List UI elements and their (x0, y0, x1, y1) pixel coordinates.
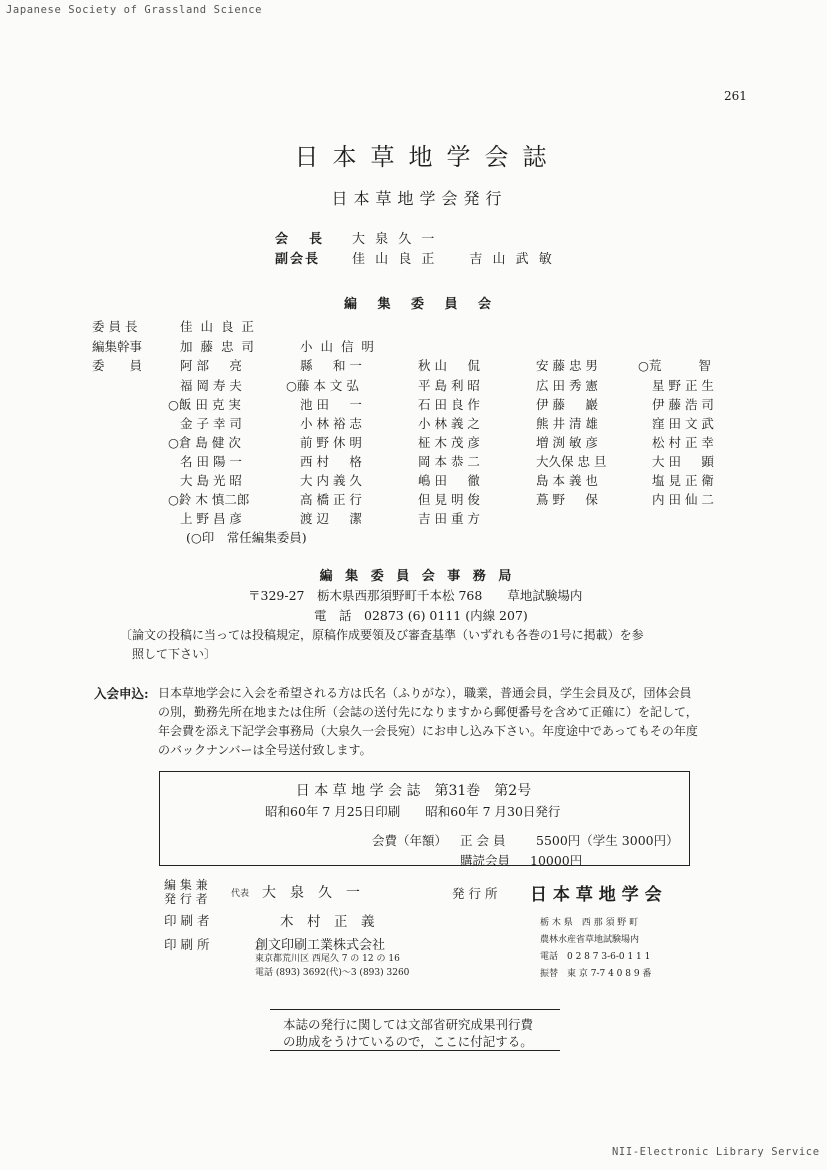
publisher-address: 栃 木 県 西 那 須 野 町 (540, 918, 639, 928)
fee-label: 会費（年額） (372, 833, 448, 848)
committee-heading: 編 集 委 員 会 (343, 297, 500, 312)
ack-rule-top (270, 1009, 560, 1010)
member-name: 窪 田 文 武 (652, 416, 714, 431)
member-name: 熊 井 清 雄 (536, 416, 598, 431)
member-name: 内 田 仙 二 (652, 492, 714, 507)
member-name: 高 橋 正 行 (300, 492, 362, 507)
press-phone: 電話 (893) 3692(代)～3 (893) 3260 (255, 968, 410, 978)
fee-type: 正 会 員 (460, 833, 506, 848)
member-name: 石 田 良 作 (418, 397, 480, 412)
printer-name: 木 村 正 義 (280, 914, 375, 930)
acknowledgement-line: の助成をうけているので，ここに付記する。 (283, 1034, 533, 1049)
box-border-bottom (159, 865, 690, 866)
officer-role-vice: 副会長 (275, 252, 321, 267)
member-name: 伊 藤 浩 司 (652, 397, 714, 412)
chair-role: 委 員 長 (92, 319, 138, 334)
secretary-name: 小 山 信 明 (300, 339, 376, 354)
page-number: 261 (724, 89, 747, 103)
member-name: ○藤 本 文 弘 (286, 378, 359, 393)
editor-name: 大 泉 久 一 (262, 885, 360, 901)
printer-label: 印 刷 者 (164, 913, 210, 928)
membership-text: 日本草地学会に入会を希望される方は氏名（ふりがな），職業，普通会員，学生会員及び，団体会員 (158, 686, 692, 700)
member-name: 縣 和 一 (300, 358, 362, 373)
press-name: 創文印刷工業株式会社 (255, 938, 386, 953)
fee-type: 購読会員 (460, 853, 511, 868)
source-watermark: Japanese Society of Grassland Science (6, 4, 263, 16)
member-name: 広 田 秀 憲 (536, 378, 598, 393)
committee-note: (○印 常任編集委員) (186, 530, 307, 545)
chair-name: 佳 山 良 正 (180, 319, 256, 334)
editor-rep: 代表 (231, 889, 250, 899)
members-role: 委 員 (92, 358, 143, 373)
member-name: 平 島 利 昭 (418, 378, 480, 393)
member-name: ○飯 田 克 実 (168, 397, 241, 412)
member-name: 西 村 格 (300, 454, 362, 469)
officer-name-vice: 佳 山 良 正 吉 山 武 敏 (352, 252, 555, 267)
officer-name-president: 大 泉 久 一 (352, 232, 438, 247)
publisher-name: 日 本 草 地 学 会 (530, 885, 662, 905)
member-name: 池 田 一 (300, 397, 362, 412)
colophon-title: 日 本 草 地 学 会 誌 第31巻 第2号 (295, 783, 532, 799)
membership-label: 入会申込: (94, 686, 149, 701)
member-name: 蔦 野 保 (536, 492, 598, 507)
member-name: 上 野 昌 彦 (180, 511, 242, 526)
member-name: ○倉 島 健 次 (168, 435, 241, 450)
member-name: 前 野 休 明 (300, 435, 362, 450)
member-name: 嶋 田 徹 (418, 473, 480, 488)
member-name: ○荒 智 (638, 358, 711, 373)
box-border-top (159, 771, 690, 772)
member-name: 大 田 顕 (652, 454, 714, 469)
submission-note: 〔論文の投稿に当っては投稿規定，原稿作成要領及び審査基準（いずれも各巻の1号に掲載）を参 (120, 628, 644, 642)
press-address: 東京都荒川区 西尾久 7 の 12 の 16 (255, 954, 400, 964)
member-name: 島 本 義 也 (536, 473, 598, 488)
member-name: ○鈴 木 慎二郎 (168, 492, 250, 507)
member-name: 大 島 光 昭 (180, 473, 242, 488)
secretary-role: 編集幹事 (92, 339, 143, 354)
member-name: 阿 部 亮 (180, 358, 242, 373)
member-name: 福 岡 寿 夫 (180, 378, 242, 393)
member-name: 柾 木 茂 彦 (418, 435, 480, 450)
member-name: 小 林 義 之 (418, 416, 480, 431)
acknowledgement-line: 本誌の発行に関しては文部省研究成果刊行費 (283, 1017, 534, 1032)
member-name: 金 子 幸 司 (180, 416, 242, 431)
footer-service: NII-Electronic Library Service (612, 1146, 820, 1158)
member-name: 星 野 正 生 (652, 378, 714, 393)
office-phone: 電 話 02873 (6) 0111 (内線 207) (314, 608, 528, 623)
committee-table (0, 0, 827, 560)
membership-text: のバックナンバーは全号送付致します。 (158, 743, 372, 757)
member-name: 増 渕 敏 彦 (536, 435, 598, 450)
member-name: 渡 辺 潔 (300, 511, 362, 526)
officer-role-president: 会 長 (275, 232, 327, 247)
fee-amount: 5500円（学生 3000円） (536, 833, 679, 848)
office-address: 〒329-27 栃木県西那須野町千本松 768 草地試験場内 (248, 588, 583, 603)
publisher-phone: 電話 0 2 8 7 3-6-0 1 1 1 (540, 952, 651, 962)
journal-title: 日本草地学会誌 (294, 143, 561, 171)
colophon-dates: 昭和60年 7 月25日印刷 昭和60年 7 月30日発行 (265, 804, 561, 819)
member-name: 塩 見 正 衛 (652, 473, 714, 488)
secretary-name: 加 藤 忠 司 (180, 339, 256, 354)
publisher-line: 日本草地学会発行 (331, 189, 508, 208)
ack-rule-bottom (270, 1050, 560, 1051)
member-name: 大 内 義 久 (300, 473, 362, 488)
press-label: 印 刷 所 (164, 937, 210, 952)
member-name: 但 見 明 俊 (418, 492, 480, 507)
member-name: 吉 田 重 方 (418, 511, 480, 526)
publisher-label: 発 行 所 (452, 886, 498, 901)
publisher-address: 農林水産省草地試験場内 (540, 935, 640, 945)
member-name: 松 村 正 幸 (652, 435, 714, 450)
member-name: 岡 本 恭 二 (418, 454, 480, 469)
membership-text: 年会費を添え下記学会事務局（大泉久一会長宛）にお申し込み下さい。年度途中であってもその年度 (158, 724, 698, 738)
membership-text: の別，勤務先所在地または住所（会誌の送付先になりますから郵便番号を含めて正確に）を記して， (158, 705, 698, 719)
member-name: 大久保 忠 旦 (536, 454, 607, 469)
editor-label-2: 発 行 者 (164, 892, 208, 906)
submission-note: 照して下さい〕 (132, 647, 217, 661)
editor-label-1: 編 集 兼 (164, 878, 208, 892)
publisher-transfer: 振替 東 京 7-7 4 0 8 9 番 (540, 969, 652, 979)
member-name: 名 田 陽 一 (180, 454, 242, 469)
office-heading: 編 集 委 員 会 事 務 局 (319, 569, 516, 584)
member-name: 伊 藤 巖 (536, 397, 598, 412)
fee-amount: 10000円 (530, 853, 583, 868)
member-name: 安 藤 忠 男 (536, 358, 598, 373)
member-name: 小 林 裕 志 (300, 416, 362, 431)
member-name: 秋 山 侃 (418, 358, 480, 373)
